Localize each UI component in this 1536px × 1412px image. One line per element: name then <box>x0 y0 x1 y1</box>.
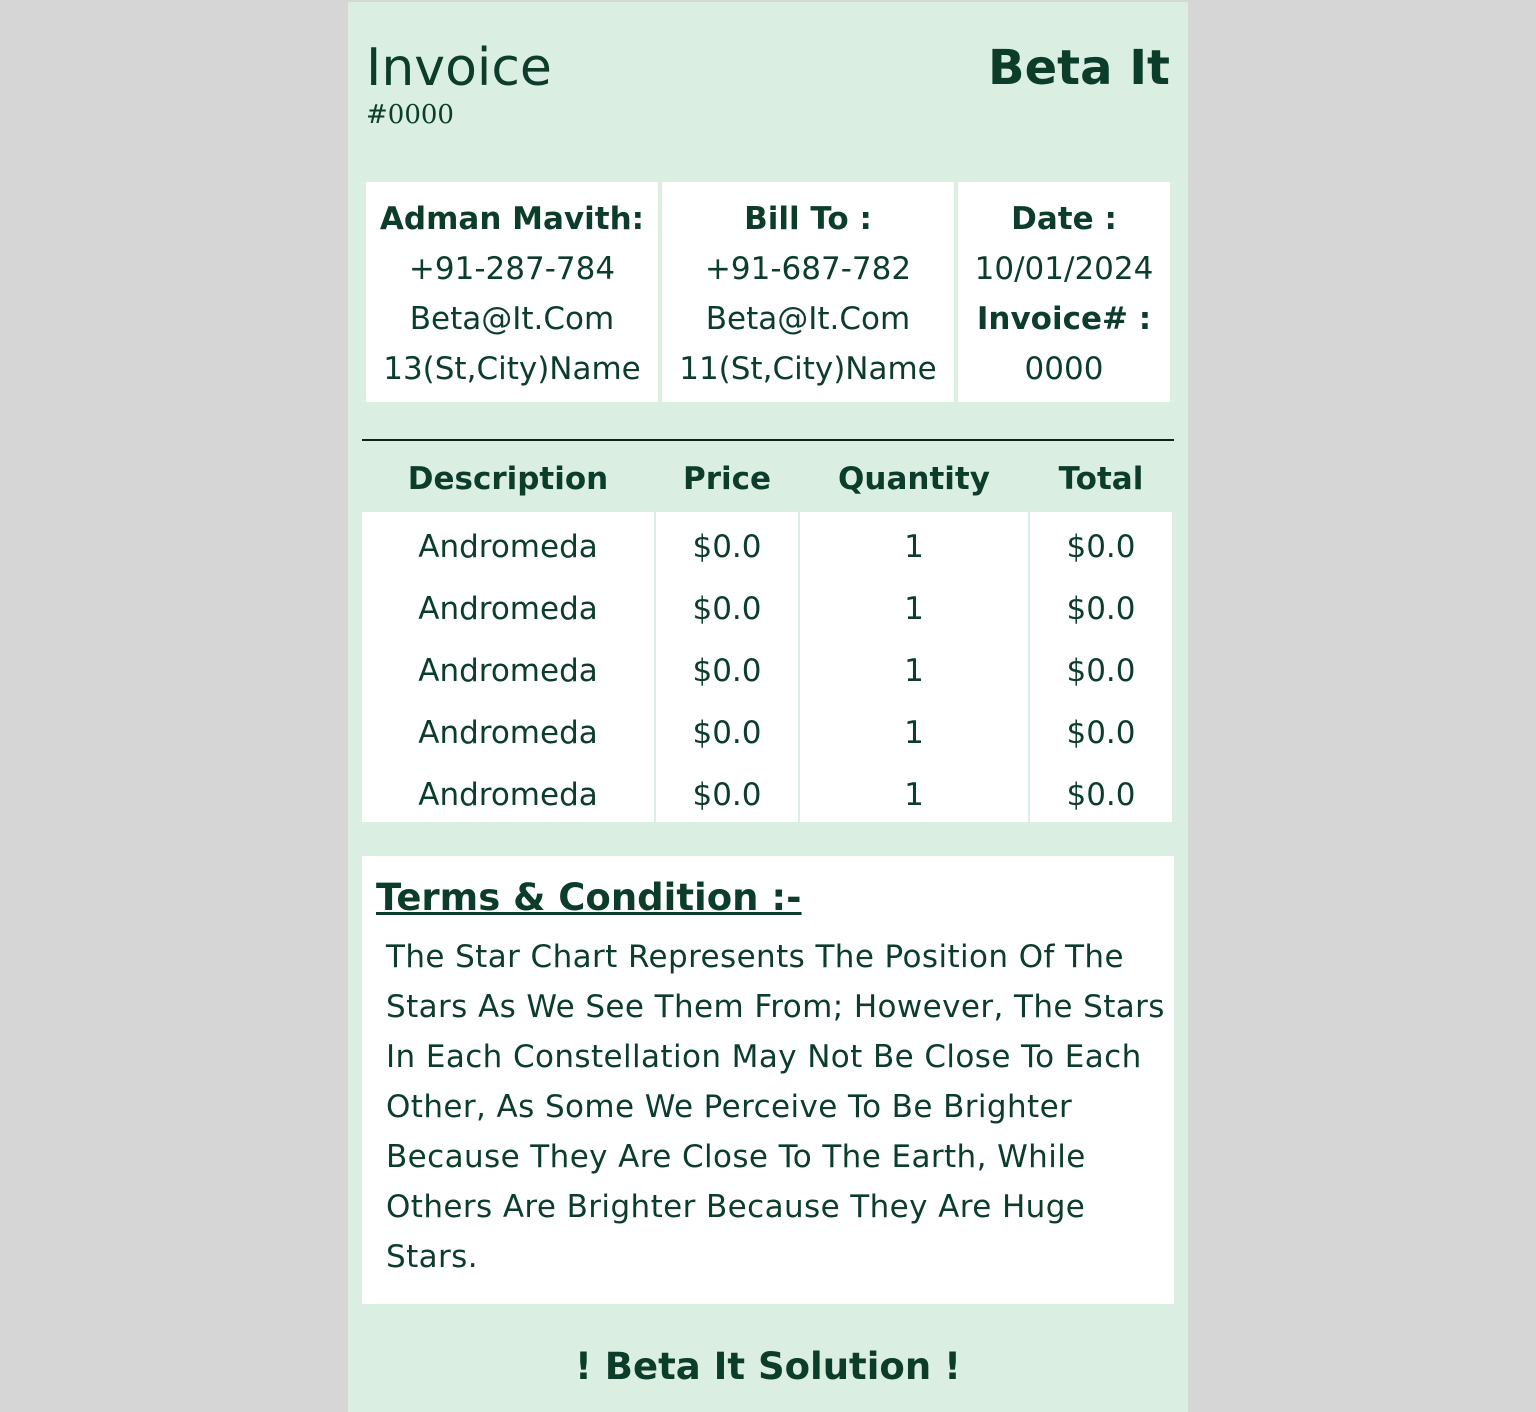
cell-quantity: 1 <box>904 529 924 565</box>
cell-quantity: 1 <box>904 715 924 751</box>
table-row <box>362 762 1172 824</box>
invoice-header <box>366 38 1170 138</box>
cell-quantity: 1 <box>904 653 924 689</box>
invoice-title: Invoice <box>366 38 552 98</box>
column-header-price: Price <box>682 461 772 497</box>
from-email: Beta@It.Com <box>409 301 615 337</box>
date-label: Date : <box>1011 201 1117 237</box>
cell-total: $0.0 <box>1066 529 1136 565</box>
cell-total: $0.0 <box>1066 653 1136 689</box>
from-name: Adman Mavith: <box>379 201 645 237</box>
invoice-date: 10/01/2024 <box>974 251 1154 287</box>
items-table-body <box>362 512 1172 822</box>
cell-description: Andromeda <box>418 653 598 689</box>
cell-price: $0.0 <box>692 529 762 565</box>
cell-quantity: 1 <box>904 777 924 813</box>
terms-title: Terms & Condition :- <box>376 876 802 919</box>
items-table-header <box>362 451 1172 511</box>
bill-to-address: 11(St,City)Name <box>679 351 937 387</box>
bill-to-label: Bill To : <box>744 201 872 237</box>
footer-text: ! Beta It Solution ! <box>575 1345 961 1388</box>
cell-total: $0.0 <box>1066 715 1136 751</box>
cell-price: $0.0 <box>692 715 762 751</box>
cell-price: $0.0 <box>692 591 762 627</box>
invoice-number: #0000 <box>366 100 454 130</box>
table-row <box>362 514 1172 576</box>
column-header-total: Total <box>1058 461 1144 497</box>
invoice-number-label: Invoice# : <box>976 301 1152 337</box>
table-row <box>362 700 1172 762</box>
bill-to-phone: +91-687-782 <box>704 251 912 287</box>
column-header-quantity: Quantity <box>838 461 990 497</box>
invoice-meta-card <box>958 182 1170 402</box>
cell-price: $0.0 <box>692 777 762 813</box>
from-address: 13(St,City)Name <box>383 351 641 387</box>
from-card <box>366 182 658 402</box>
column-header-description: Description <box>407 461 609 497</box>
divider <box>362 439 1174 441</box>
cell-description: Andromeda <box>418 777 598 813</box>
cell-total: $0.0 <box>1066 591 1136 627</box>
cell-description: Andromeda <box>418 591 598 627</box>
terms-body: The Star Chart Represents The Position Of The Stars As We See Them From; However, The Stars In Each Constellation May Not Be Close To Each Other, As Some We Perceive To Be Brighter Because They Are Close To The Earth, While Others Are Brighter Because They Are Huge Stars. <box>386 939 1165 1275</box>
from-phone: +91-287-784 <box>408 251 616 287</box>
table-row <box>362 638 1172 700</box>
invoice-number-value: 0000 <box>1024 351 1104 387</box>
cell-price: $0.0 <box>692 653 762 689</box>
cell-quantity: 1 <box>904 591 924 627</box>
bill-to-card <box>662 182 954 402</box>
invoice-sheet <box>348 2 1188 1412</box>
company-brand: Beta It <box>988 40 1170 96</box>
cell-description: Andromeda <box>418 529 598 565</box>
cell-total: $0.0 <box>1066 777 1136 813</box>
bill-to-email: Beta@It.Com <box>705 301 911 337</box>
cell-description: Andromeda <box>418 715 598 751</box>
terms-section <box>362 856 1174 1304</box>
table-row <box>362 576 1172 638</box>
